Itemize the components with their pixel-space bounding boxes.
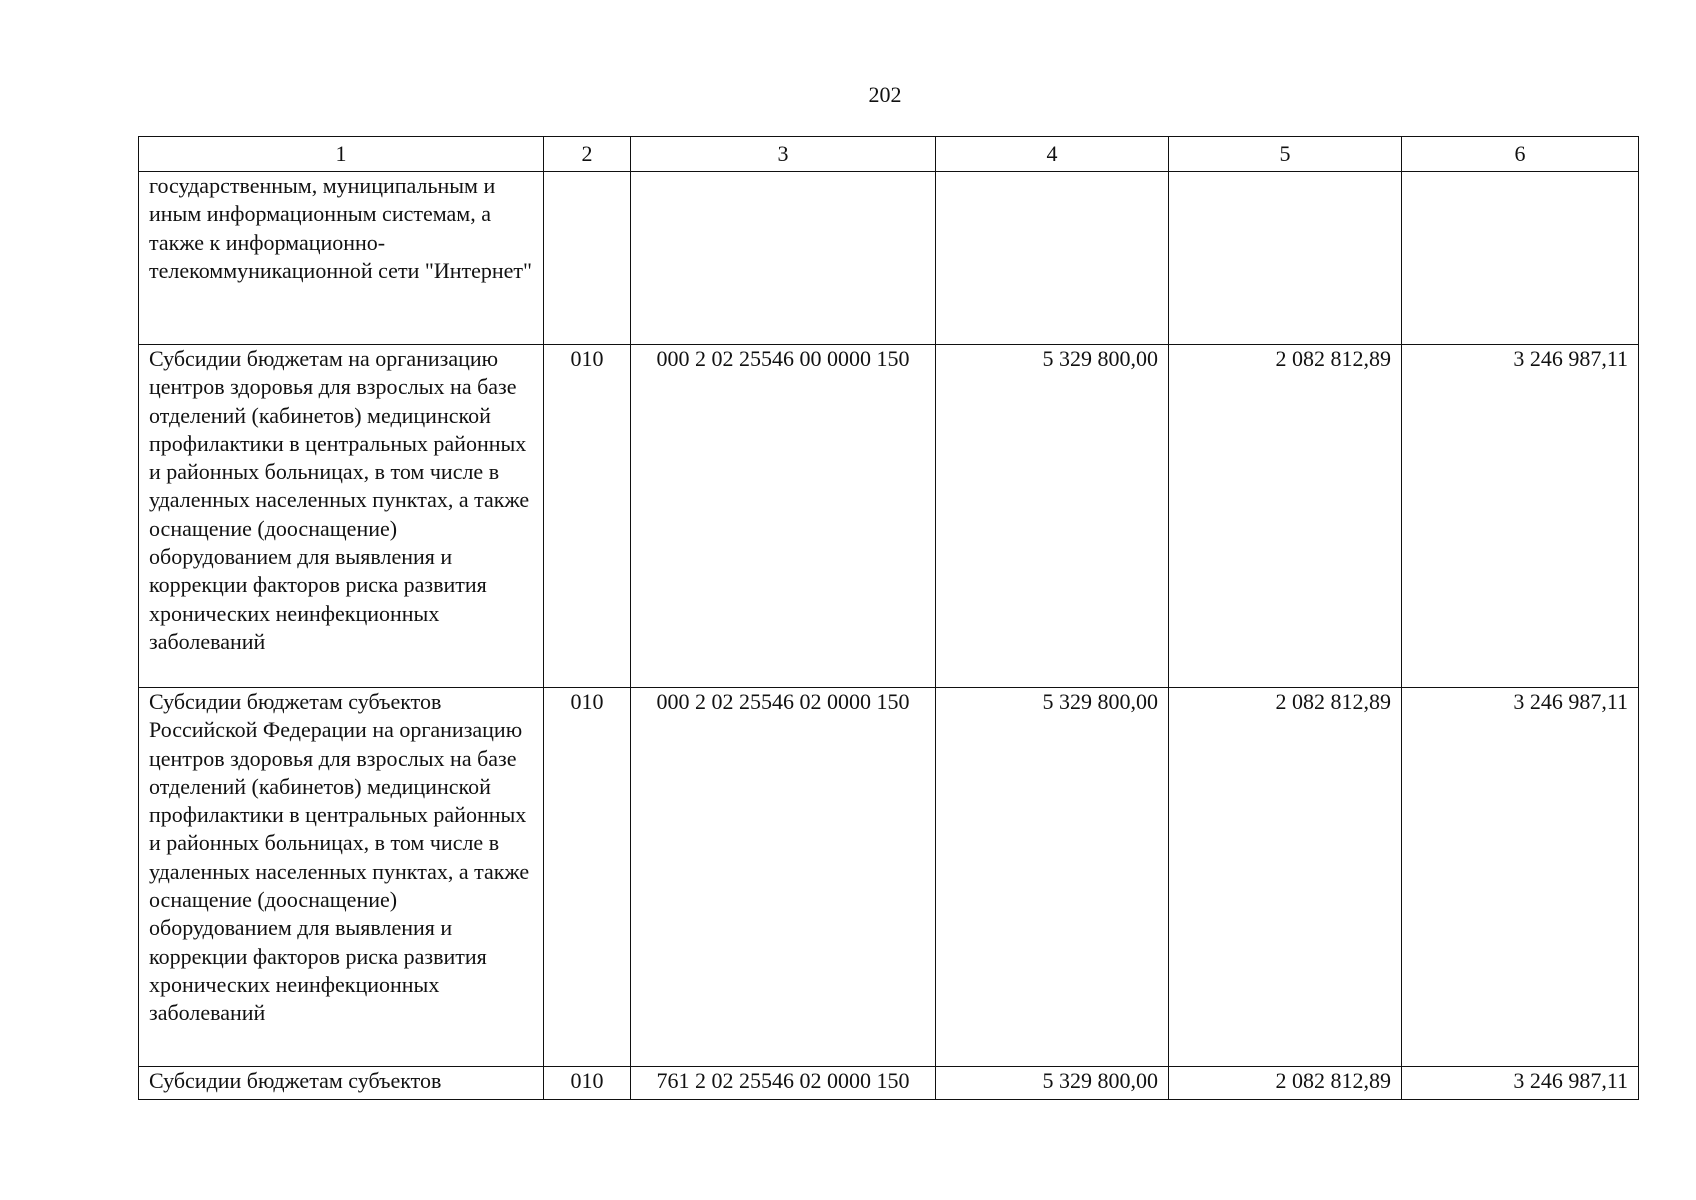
approved-amount-cell xyxy=(936,172,1169,345)
column-header-3: 3 xyxy=(631,137,936,172)
column-header-5: 5 xyxy=(1169,137,1402,172)
budget-code-cell: 000 2 02 25546 02 0000 150 xyxy=(631,688,936,1067)
budget-execution-table xyxy=(138,136,1639,1100)
unexecuted-amount-cell: 3 246 987,11 xyxy=(1402,345,1639,688)
table-row xyxy=(139,1067,1639,1100)
budget-code-cell: 761 2 02 25546 02 0000 150 xyxy=(631,1067,936,1100)
budget-code-cell: 000 2 02 25546 00 0000 150 xyxy=(631,345,936,688)
column-header-1: 1 xyxy=(139,137,544,172)
line-code-cell: 010 xyxy=(544,688,631,1067)
table-row xyxy=(139,688,1639,1067)
page-number: 202 xyxy=(868,82,902,107)
row-name-cell: Субсидии бюджетам субъектов Российской Федерации на организацию центров здоровья для взрослых на базе отделений (кабинетов) медицинской профилактики в центральных районных и районных больницах, в том числе в удаленных населенных пунктах, а также оснащение (дооснащение) оборудованием для выявления и коррекции факторов риска развития хронических неинфекционных заболеваний xyxy=(139,688,544,1067)
column-header-2: 2 xyxy=(544,137,631,172)
executed-amount-cell: 2 082 812,89 xyxy=(1169,1067,1402,1100)
executed-amount-cell: 2 082 812,89 xyxy=(1169,688,1402,1067)
row-name-cell: Субсидии бюджетам на организацию центров здоровья для взрослых на базе отделений (кабинетов) медицинской профилактики в центральных районных и районных больницах, в том числе в удаленных населенных пунктах, а также оснащение (дооснащение) оборудованием для выявления и коррекции факторов риска развития хронических неинфекционных заболеваний xyxy=(139,345,544,688)
approved-amount-cell: 5 329 800,00 xyxy=(936,1067,1169,1100)
line-code-cell xyxy=(544,172,631,345)
unexecuted-amount-cell xyxy=(1402,172,1639,345)
approved-amount-cell: 5 329 800,00 xyxy=(936,345,1169,688)
executed-amount-cell xyxy=(1169,172,1402,345)
unexecuted-amount-cell: 3 246 987,11 xyxy=(1402,688,1639,1067)
approved-amount-cell: 5 329 800,00 xyxy=(936,688,1169,1067)
budget-code-cell xyxy=(631,172,936,345)
table-row xyxy=(139,172,1639,345)
line-code-cell: 010 xyxy=(544,345,631,688)
table-header-row xyxy=(139,137,1639,172)
unexecuted-amount-cell: 3 246 987,11 xyxy=(1402,1067,1639,1100)
column-header-6: 6 xyxy=(1402,137,1639,172)
row-name-cell: государственным, муниципальным и иным информационным системам, а также к информационно-телекоммуникационной сети "Интернет" xyxy=(139,172,544,345)
row-name-cell: Субсидии бюджетам субъектов xyxy=(139,1067,544,1100)
line-code-cell: 010 xyxy=(544,1067,631,1100)
table-row xyxy=(139,345,1639,688)
executed-amount-cell: 2 082 812,89 xyxy=(1169,345,1402,688)
column-header-4: 4 xyxy=(936,137,1169,172)
